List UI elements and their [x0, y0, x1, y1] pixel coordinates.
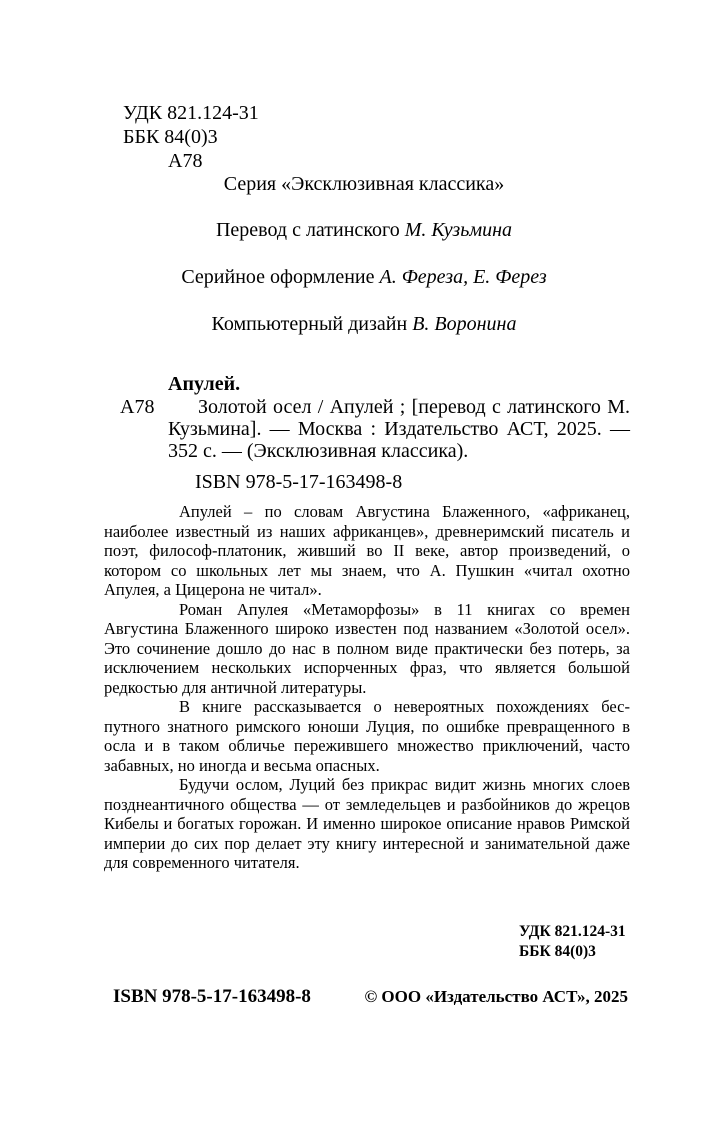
footer: [113, 986, 628, 1008]
bbk-code: ББК 84(0)3: [123, 126, 218, 148]
bottom-codes-block: [519, 922, 626, 962]
credit-translation-role: Перевод с латинского: [215, 219, 400, 241]
footer-isbn: ISBN 978-5-17-163498-8: [113, 986, 311, 1007]
credit-translation: [100, 218, 628, 242]
credit-computer-design-role: Компьютерный дизайн: [211, 313, 408, 335]
credit-series-design-role: Серийное оформление: [181, 266, 375, 288]
author-sign-code: А78: [168, 150, 203, 172]
credit-translation-name: М. Кузьмина: [404, 219, 513, 241]
credit-series-design-name: А. Фереза, Е. Ферез: [379, 266, 547, 288]
annotation-paragraph: В книге рассказывается о невероятных похождениях беспутного знатного римского юноши Луция, по ошибке превращенного в осла и в таком обличье пережившего множество приключений, часто забавных, но иногда и весьма опасных.: [104, 697, 630, 775]
series-title: Серия «Эксклюзивная классика»: [223, 173, 505, 195]
catalog-isbn: ISBN 978-5-17-163498-8: [195, 471, 403, 493]
catalog-description: Золотой осел / Апулей ; [перевод с латинского М. Кузьмина]. — Москва : Издательство АСТ, 2025. — 352 с. — (Эксклюзивная классика).: [168, 396, 630, 462]
annotation-block: [104, 502, 630, 873]
annotation-paragraph: Апулей – по словам Августина Блаженного, «африканец, наиболее известный из наших африканцев», древнеримский писатель и поэт, философ-платоник, живший во II веке, автор произведений, о котором со школьных лет мы знаем, что А. Пушкин «читал охотно Апулея, а Цицерона не читал».: [104, 502, 630, 599]
bottom-udk-code: УДК 821.124-31: [519, 923, 626, 940]
top-codes-block: [123, 101, 259, 173]
credit-computer-design-name: В. Воронина: [412, 313, 517, 335]
footer-copyright: © ООО «Издательство АСТ», 2025: [364, 987, 628, 1006]
udk-code: УДК 821.124-31: [123, 102, 259, 124]
credit-series-design: [100, 265, 628, 289]
catalog-author: Апулей.: [168, 373, 241, 395]
annotation-paragraph: Роман Апулея «Метаморфозы» в 11 книгах со времен Августина Блаженного широко известен под названием «Золотой осел». Это сочинение дошло до нас в полном виде практически без потерь, за исключением нескольких испорченных фраз, что является большой редкостью для античной литературы.: [104, 599, 630, 697]
catalog-entry: [120, 396, 630, 462]
bottom-bbk-code: ББК 84(0)3: [519, 943, 596, 960]
credit-computer-design: [100, 312, 628, 336]
annotation-paragraph: Будучи ослом, Луций без прикрас видит жизнь многих слоев позднеантичного общества — от земледельцев и разбойников до жрецов Кибелы и богатых горожан. И именно широкое описание нравов Римской империи до сих пор делает эту книгу интересной и занимательной даже для современного читателя.: [104, 775, 630, 872]
catalog-author-code: А78: [120, 396, 155, 418]
